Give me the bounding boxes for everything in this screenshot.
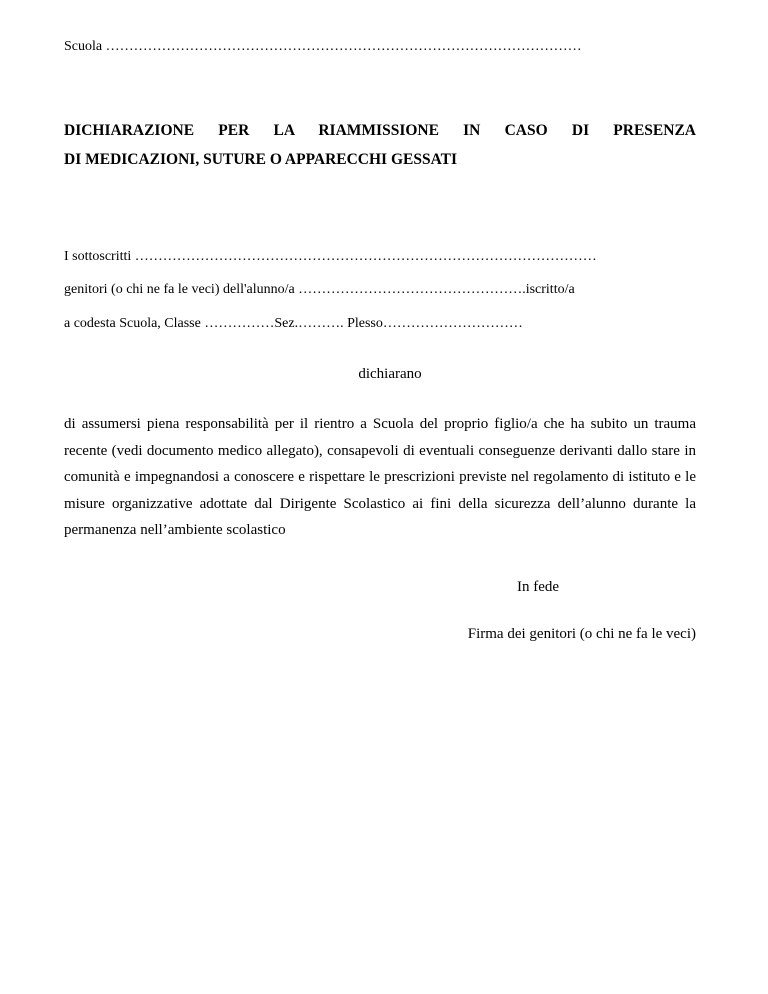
school-field-line: Scuola ………………………………………………………………………………………… xyxy=(64,39,582,54)
in-fede-label: In fede xyxy=(517,579,560,595)
parents-student-field-line: genitori (o chi ne fa le veci) dell'alunno/a ………………………………………….iscritto/a xyxy=(64,282,575,297)
signers-field-line: I sottoscritti ……………………………………………………………………………………… xyxy=(64,249,597,264)
declaration-body: di assumersi piena responsabilità per il rientro a Scuola del proprio figlio/a che ha subito un trauma recente (vedi documento medico allegato), consapevoli di eventuali conseguenze derivanti dallo stare in comunità e impegnandosi a conoscere e rispettare le prescrizioni previste nel regolamento di istituto e le misure organizzative adottate dal Dirigente Scolastico ai fini della sicurezza dell’alunno durante la permanenza nell’ambiente scolastico xyxy=(64,416,696,538)
class-section-plesso-field-line: a codesta Scuola, Classe ……………Sez.………. Plesso………………………… xyxy=(64,316,523,331)
declaration-verb: dichiarano xyxy=(358,366,422,382)
document-title-line-2: DI MEDICAZIONI, SUTURE O APPARECCHI GESSATI xyxy=(64,151,458,168)
document-title-line-1: DICHIARAZIONE PER LA RIAMMISSIONE IN CASO DI PRESENZA xyxy=(64,122,696,139)
signature-label: Firma dei genitori (o chi ne fa le veci) xyxy=(467,626,696,642)
